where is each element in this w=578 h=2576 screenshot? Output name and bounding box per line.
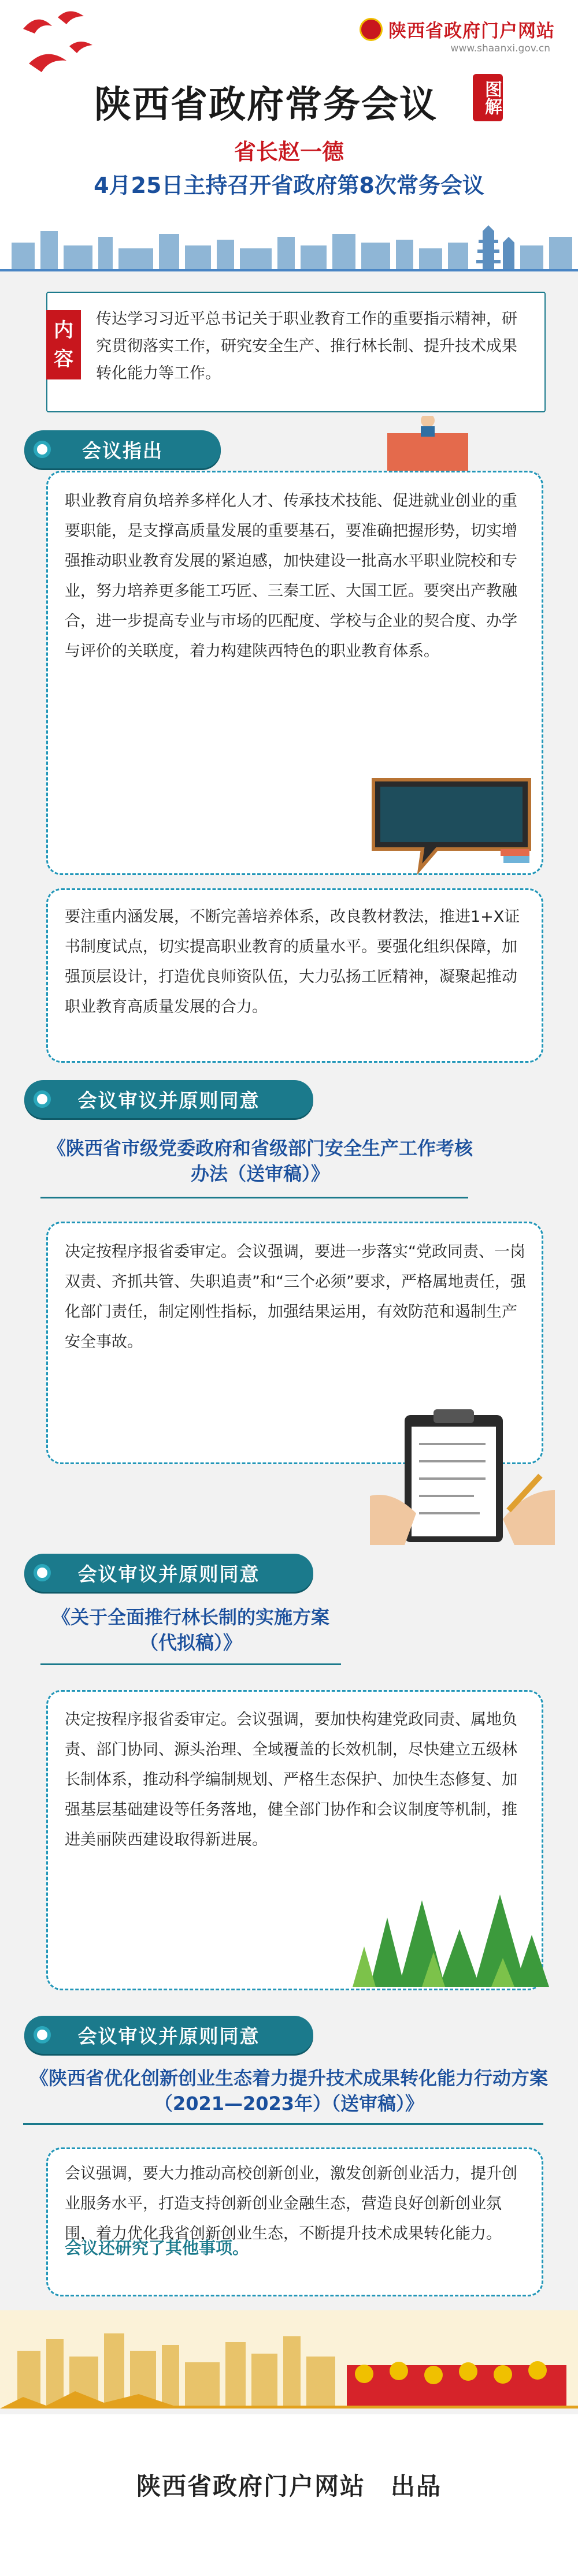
content-summary-box (46, 292, 546, 412)
site-logo-text: 陕西省政府门户网站 (388, 21, 555, 42)
doc-title-underline (40, 1663, 341, 1665)
safety-review-para (65, 1237, 527, 1357)
city-skyline-illustration (0, 214, 578, 271)
content-tag (46, 310, 81, 379)
doc-title-innovation: 《陕西省优化创新创业生态着力提升技术成果转化能力行动方案（2021—2023年）（送审稿）》 (29, 2067, 548, 2115)
section-heading-label: 会议审议并原则同意 (77, 2024, 260, 2048)
section-heading-meeting-points (24, 430, 221, 468)
site-url: www.shaanxi.gov.cn (450, 43, 550, 54)
footer-credit: 陕西省政府门户网站 出品 (136, 2472, 442, 2500)
closing-note: 会议还研究了其他事项。 (65, 2238, 250, 2258)
doc-title-underline (23, 2123, 543, 2125)
emblem-icon (360, 18, 383, 41)
clipboard-writing-illustration (370, 1409, 555, 1548)
forest-chief-para-text: 决定按程序报省委审定。会议强调，要加快构建党政同责、属地负责、部门协同、源头治理、全域覆盖的长效机制，尽快建立五级林长制体系，推动科学编制规划、严格生态保护、加快生态修复、加强基层基础建设等任务落地，健全部门协作和会议制度等机制，推进美丽陕西建设取得新进展。 (65, 1711, 517, 1849)
site-logo[interactable] (360, 16, 555, 42)
content-summary-text: 传达学习习近平总书记关于职业教育工作的重要指示精神，研究贯彻落实工作，研究安全生产、推行林长制、提升技术成果转化能力等工作。 (96, 310, 517, 382)
meeting-points-para-1-text: 职业教育肩负培养多样化人才、传承技术技能、促进就业创业的重要职能，是支撑高质量发展的重要基石，要准确把握形势，切实增强推动职业教育发展的紧迫感，加快建设一批高水平职业院校和专业，努力培养更多能工巧匠、三秦工匠、大国工匠。要突出产教融合，进一步提高专业与市场的匹配度、学校与企业的契合度、办学与评价的关联度，着力构建陕西特色的职业教育体系。 (65, 492, 517, 660)
doc-title-forest-chief: 《关于全面推行林长制的实施方案（代拟稿）》 (51, 1606, 329, 1654)
section-heading-approval-3 (24, 2016, 313, 2054)
forest-chief-para (65, 1705, 527, 1855)
section-heading-approval-2 (24, 1554, 313, 1592)
safety-review-para-text: 决定按程序报省委审定。会议强调，要进一步落实“党政同责、一岗双责、齐抓共管、失职追责”和“三个必须”要求，严格属地责任，强化部门责任，制定刚性指标，加强结果运用，有效防范和遏制生产安全事故。 (65, 1243, 526, 1351)
section-heading-label: 会议审议并原则同意 (77, 1089, 260, 1112)
section-heading-label: 会议审议并原则同意 (77, 1562, 260, 1585)
meeting-points-para-1 (65, 486, 527, 667)
city-celebration-illustration (0, 2310, 578, 2409)
section-heading-approval-1 (24, 1080, 313, 1118)
meeting-points-para-2 (65, 902, 527, 1022)
meeting-points-para-2-text: 要注重内涵发展，不断完善培养体系，改良教材教法，推进1+X证书制度试点，切实提高职业教育的质量水平。要强化组织保障，加强顶层设计，打造优良师资队伍，大力弘扬工匠精神，凝聚起推动职业教育高质量发展的合力。 (65, 908, 520, 1016)
bullet-dot-icon (34, 2026, 51, 2043)
subtitle-event: 4月25日主持召开省政府第8次常务会议 (94, 173, 484, 198)
tujie-badge: 图解 (473, 74, 503, 121)
page-title: 陕西省政府常务会议 (94, 84, 438, 126)
content-tag-label: 内容 (54, 319, 73, 371)
bullet-dot-icon (34, 1564, 51, 1581)
innovation-para-text: 会议强调，要大力推动高校创新创业，激发创新创业活力，提升创业服务水平，打造支持创新创业金融生态，营造良好创新创业氛围，着力优化我省创新创业生态，不断提升技术成果转化能力。 (65, 2165, 517, 2243)
footer (0, 2414, 578, 2576)
subtitle-person: 省长赵一德 (234, 139, 344, 165)
doc-title-underline (40, 1197, 468, 1198)
blackboard-illustration (368, 774, 541, 875)
header-banner (0, 0, 578, 271)
section-heading-label: 会议指出 (82, 439, 163, 462)
bullet-dot-icon (34, 1090, 51, 1108)
doc-title-safety: 《陕西省市级党委政府和省级部门安全生产工作考核办法（送审稿）》 (47, 1137, 473, 1185)
forest-trees-illustration (347, 1883, 555, 1987)
bullet-dot-icon (34, 441, 51, 458)
